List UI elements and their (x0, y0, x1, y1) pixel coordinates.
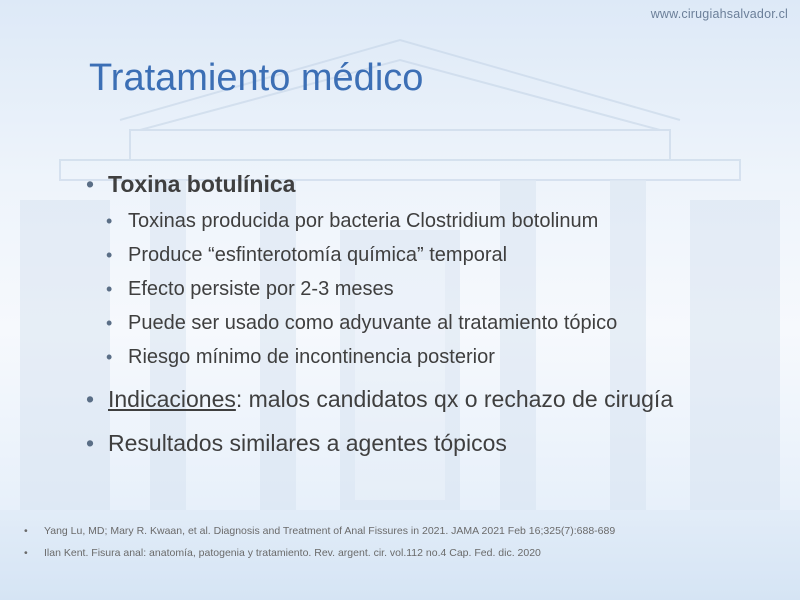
sub-bullet: • Produce “esfinterotomía química” temporal (106, 238, 766, 272)
sub-bullet: • Puede ser usado como adyuvante al tratamiento tópico (106, 306, 766, 340)
toxina-sub-list (106, 204, 766, 374)
slide-content (86, 170, 766, 461)
bullet-toxina-heading: Toxina botulínica (108, 171, 296, 197)
reference-item: • Ilan Kent. Fisura anal: anatomía, patogenia y tratamiento. Rev. argent. cir. vol.112 no.4 Cap. Fed. dic. 2020 (22, 546, 782, 560)
sub-bullet: • Toxinas producida por bacteria Clostridium botolinum (106, 204, 766, 238)
sub-bullet: • Efecto persiste por 2-3 meses (106, 272, 766, 306)
bullet-indicaciones (86, 384, 766, 415)
website-watermark: www.cirugiahsalvador.cl (650, 7, 788, 21)
indicaciones-text: : malos candidatos qx o rechazo de cirugía (235, 386, 674, 412)
sub-bullet: • Riesgo mínimo de incontinencia posterior (106, 340, 766, 374)
indicaciones-label: Indicaciones (108, 386, 236, 412)
bullet-resultados: • Resultados similares a agentes tópicos (86, 429, 766, 457)
slide-title: Tratamiento médico (89, 57, 424, 99)
bullet-toxina (86, 170, 766, 198)
references (22, 524, 782, 568)
reference-item: • Yang Lu, MD; Mary R. Kwaan, et al. Diagnosis and Treatment of Anal Fissures in 2021. JAMA 2021 Feb 16;325(7):688-689 (22, 524, 782, 538)
